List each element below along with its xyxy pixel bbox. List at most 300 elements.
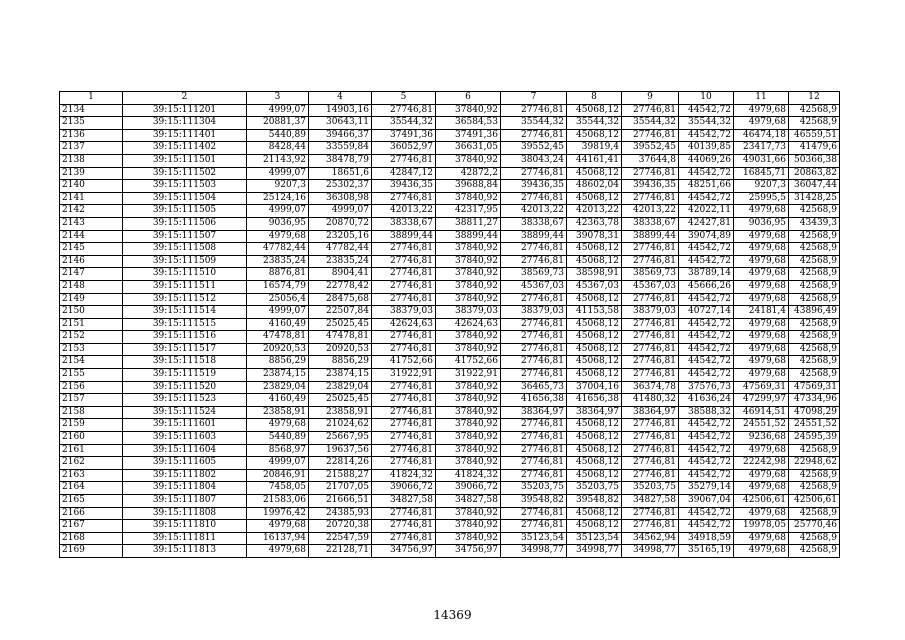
cadastral-number-cell: 39:15:111516 xyxy=(123,331,247,344)
value-cell: 42568,9 xyxy=(789,318,840,331)
value-cell: 42568,9 xyxy=(789,104,840,117)
cadastral-number-cell: 39:15:111813 xyxy=(123,545,247,558)
value-cell: 38043,24 xyxy=(501,154,567,167)
value-cell: 27746,81 xyxy=(501,419,567,432)
value-cell: 27746,81 xyxy=(501,457,567,470)
value-cell: 16574,79 xyxy=(247,280,309,293)
value-cell: 27746,81 xyxy=(622,343,679,356)
value-cell: 44542,72 xyxy=(679,469,734,482)
value-cell: 22778,42 xyxy=(309,280,372,293)
table-row xyxy=(60,331,840,344)
value-cell: 22242,98 xyxy=(734,457,789,470)
value-cell: 42568,9 xyxy=(789,280,840,293)
value-cell: 42568,9 xyxy=(789,243,840,256)
value-cell: 4979,68 xyxy=(734,280,789,293)
cadastral-number-cell: 39:15:111514 xyxy=(123,306,247,319)
value-cell: 27746,81 xyxy=(622,129,679,142)
value-cell: 9207,3 xyxy=(734,180,789,193)
row-number-cell: 2148 xyxy=(60,280,123,293)
value-cell: 27746,81 xyxy=(372,280,436,293)
value-cell: 42624,63 xyxy=(372,318,436,331)
value-cell: 33559,84 xyxy=(309,142,372,155)
table-row xyxy=(60,167,840,180)
value-cell: 37840,92 xyxy=(436,280,501,293)
value-cell: 48251,66 xyxy=(679,180,734,193)
column-header: 7 xyxy=(501,92,567,105)
value-cell: 41480,32 xyxy=(622,394,679,407)
value-cell: 38364,97 xyxy=(567,406,622,419)
value-cell: 37840,92 xyxy=(436,381,501,394)
value-cell: 27746,81 xyxy=(622,356,679,369)
row-number-cell: 2168 xyxy=(60,532,123,545)
value-cell: 41752,66 xyxy=(372,356,436,369)
value-cell: 14903,16 xyxy=(309,104,372,117)
value-cell: 9036,95 xyxy=(247,217,309,230)
value-cell: 37840,92 xyxy=(436,268,501,281)
value-cell: 42568,9 xyxy=(789,469,840,482)
column-header: 2 xyxy=(123,92,247,105)
value-cell: 44069,26 xyxy=(679,154,734,167)
cadastral-number-cell: 39:15:111501 xyxy=(123,154,247,167)
value-cell: 39552,45 xyxy=(622,142,679,155)
value-cell: 39436,35 xyxy=(501,180,567,193)
value-cell: 38899,44 xyxy=(501,230,567,243)
value-cell: 27746,81 xyxy=(372,444,436,457)
value-cell: 8856,29 xyxy=(309,356,372,369)
value-cell: 44542,72 xyxy=(679,243,734,256)
column-header: 1 xyxy=(60,92,123,105)
value-cell: 41752,66 xyxy=(436,356,501,369)
value-cell: 23874,15 xyxy=(309,369,372,382)
value-cell: 36584,53 xyxy=(436,117,501,130)
value-cell: 41656,38 xyxy=(501,394,567,407)
value-cell: 27746,81 xyxy=(622,167,679,180)
value-cell: 20863,82 xyxy=(789,167,840,180)
value-cell: 45068,12 xyxy=(567,104,622,117)
value-cell: 4979,68 xyxy=(734,369,789,382)
value-cell: 44542,72 xyxy=(679,293,734,306)
table-row xyxy=(60,306,840,319)
value-cell: 42568,9 xyxy=(789,369,840,382)
value-cell: 27746,81 xyxy=(372,432,436,445)
value-cell: 4979,68 xyxy=(734,255,789,268)
value-cell: 42013,22 xyxy=(372,205,436,218)
value-cell: 48602,04 xyxy=(567,180,622,193)
value-cell: 27746,81 xyxy=(501,469,567,482)
value-cell: 27746,81 xyxy=(372,532,436,545)
value-cell: 27746,81 xyxy=(501,356,567,369)
value-cell: 5440,89 xyxy=(247,129,309,142)
value-cell: 45068,12 xyxy=(567,343,622,356)
table-row xyxy=(60,343,840,356)
row-number-cell: 2150 xyxy=(60,306,123,319)
row-number-cell: 2160 xyxy=(60,432,123,445)
cadastral-number-cell: 39:15:111511 xyxy=(123,280,247,293)
value-cell: 35123,54 xyxy=(567,532,622,545)
value-cell: 37840,92 xyxy=(436,432,501,445)
table-row xyxy=(60,255,840,268)
row-number-cell: 2157 xyxy=(60,394,123,407)
value-cell: 37004,16 xyxy=(567,381,622,394)
value-cell: 27746,81 xyxy=(622,369,679,382)
value-cell: 4160,49 xyxy=(247,394,309,407)
value-cell: 16845,71 xyxy=(734,167,789,180)
value-cell: 9036,95 xyxy=(734,217,789,230)
table-row xyxy=(60,469,840,482)
value-cell: 44542,72 xyxy=(679,507,734,520)
value-cell: 23858,91 xyxy=(309,406,372,419)
cadastral-number-cell: 39:15:111509 xyxy=(123,255,247,268)
value-cell: 8856,29 xyxy=(247,356,309,369)
value-cell: 27746,81 xyxy=(622,520,679,533)
value-cell: 44542,72 xyxy=(679,457,734,470)
value-cell: 41479,6 xyxy=(789,142,840,155)
value-cell: 44542,72 xyxy=(679,331,734,344)
value-cell: 41824,32 xyxy=(372,469,436,482)
cadastral-number-cell: 39:15:111512 xyxy=(123,293,247,306)
value-cell: 23829,04 xyxy=(309,381,372,394)
value-cell: 38364,97 xyxy=(622,406,679,419)
value-cell: 20920,53 xyxy=(309,343,372,356)
cadastral-number-cell: 39:15:111505 xyxy=(123,205,247,218)
value-cell: 25056,4 xyxy=(247,293,309,306)
cadastral-number-cell: 39:15:111502 xyxy=(123,167,247,180)
value-cell: 27746,81 xyxy=(501,129,567,142)
value-cell: 4160,49 xyxy=(247,318,309,331)
value-cell: 38379,03 xyxy=(501,306,567,319)
row-number-cell: 2154 xyxy=(60,356,123,369)
table-row xyxy=(60,217,840,230)
value-cell: 47478,81 xyxy=(247,331,309,344)
value-cell: 25025,45 xyxy=(309,318,372,331)
value-cell: 27746,81 xyxy=(372,419,436,432)
value-cell: 20881,37 xyxy=(247,117,309,130)
table-row xyxy=(60,520,840,533)
value-cell: 27746,81 xyxy=(372,268,436,281)
value-cell: 37840,92 xyxy=(436,331,501,344)
value-cell: 18651,6 xyxy=(309,167,372,180)
cadastral-number-cell: 39:15:111401 xyxy=(123,129,247,142)
value-cell: 39436,35 xyxy=(622,180,679,193)
value-cell: 37491,36 xyxy=(436,129,501,142)
cadastral-number-cell: 39:15:111519 xyxy=(123,369,247,382)
cadastral-number-cell: 39:15:111201 xyxy=(123,104,247,117)
value-cell: 4999,07 xyxy=(247,167,309,180)
value-cell: 45068,12 xyxy=(567,457,622,470)
row-number-cell: 2138 xyxy=(60,154,123,167)
value-cell: 44542,72 xyxy=(679,255,734,268)
value-cell: 47782,44 xyxy=(247,243,309,256)
value-cell: 25667,95 xyxy=(309,432,372,445)
row-number-cell: 2161 xyxy=(60,444,123,457)
value-cell: 31428,25 xyxy=(789,192,840,205)
value-cell: 42568,9 xyxy=(789,482,840,495)
value-cell: 42568,9 xyxy=(789,343,840,356)
column-header: 9 xyxy=(622,92,679,105)
value-cell: 44542,72 xyxy=(679,129,734,142)
value-cell: 37840,92 xyxy=(436,520,501,533)
value-cell: 23874,15 xyxy=(247,369,309,382)
value-cell: 27746,81 xyxy=(372,154,436,167)
value-cell: 23829,04 xyxy=(247,381,309,394)
value-cell: 27746,81 xyxy=(372,293,436,306)
value-cell: 24551,52 xyxy=(734,419,789,432)
value-cell: 45068,12 xyxy=(567,167,622,180)
column-header: 12 xyxy=(789,92,840,105)
table-row xyxy=(60,280,840,293)
table-row xyxy=(60,142,840,155)
value-cell: 47098,29 xyxy=(789,406,840,419)
value-cell: 39066,72 xyxy=(372,482,436,495)
value-cell: 8876,81 xyxy=(247,268,309,281)
value-cell: 4979,68 xyxy=(734,532,789,545)
value-cell: 44161,41 xyxy=(567,154,622,167)
value-cell: 27746,81 xyxy=(501,369,567,382)
table-row xyxy=(60,293,840,306)
value-cell: 37840,92 xyxy=(436,192,501,205)
value-cell: 42022,11 xyxy=(679,205,734,218)
row-number-cell: 2166 xyxy=(60,507,123,520)
value-cell: 35279,14 xyxy=(679,482,734,495)
cadastral-number-cell: 39:15:111524 xyxy=(123,406,247,419)
value-cell: 39436,35 xyxy=(372,180,436,193)
cadastral-number-cell: 39:15:111811 xyxy=(123,532,247,545)
value-cell: 35165,19 xyxy=(679,545,734,558)
value-cell: 46474,18 xyxy=(734,129,789,142)
cadastral-number-cell: 39:15:111605 xyxy=(123,457,247,470)
row-number-cell: 2134 xyxy=(60,104,123,117)
column-header: 11 xyxy=(734,92,789,105)
row-number-cell: 2147 xyxy=(60,268,123,281)
value-cell: 35544,32 xyxy=(679,117,734,130)
value-cell: 27746,81 xyxy=(372,457,436,470)
value-cell: 4979,68 xyxy=(734,293,789,306)
column-header: 8 xyxy=(567,92,622,105)
value-cell: 27746,81 xyxy=(622,243,679,256)
value-cell: 27746,81 xyxy=(501,444,567,457)
value-cell: 44542,72 xyxy=(679,192,734,205)
value-cell: 9207,3 xyxy=(247,180,309,193)
cadastral-number-cell: 39:15:111520 xyxy=(123,381,247,394)
value-cell: 36465,73 xyxy=(501,381,567,394)
value-cell: 37840,92 xyxy=(436,444,501,457)
value-cell: 34827,58 xyxy=(622,495,679,508)
value-cell: 34827,58 xyxy=(436,495,501,508)
column-header: 6 xyxy=(436,92,501,105)
value-cell: 25124,16 xyxy=(247,192,309,205)
value-cell: 38379,03 xyxy=(372,306,436,319)
value-cell: 42568,9 xyxy=(789,205,840,218)
value-cell: 27746,81 xyxy=(501,104,567,117)
column-header: 3 xyxy=(247,92,309,105)
cadastral-number-cell: 39:15:111515 xyxy=(123,318,247,331)
cadastral-number-cell: 39:15:111304 xyxy=(123,117,247,130)
value-cell: 4999,07 xyxy=(247,205,309,218)
table-row xyxy=(60,129,840,142)
value-cell: 21588,27 xyxy=(309,469,372,482)
value-cell: 23205,16 xyxy=(309,230,372,243)
value-cell: 42013,22 xyxy=(501,205,567,218)
value-cell: 35544,32 xyxy=(501,117,567,130)
row-number-cell: 2137 xyxy=(60,142,123,155)
value-cell: 44542,72 xyxy=(679,343,734,356)
value-cell: 4979,68 xyxy=(734,444,789,457)
value-cell: 22507,84 xyxy=(309,306,372,319)
value-cell: 38899,44 xyxy=(372,230,436,243)
value-cell: 47569,31 xyxy=(734,381,789,394)
value-cell: 42363,78 xyxy=(567,217,622,230)
value-cell: 49031,66 xyxy=(734,154,789,167)
value-cell: 42872,2 xyxy=(436,167,501,180)
value-cell: 27746,81 xyxy=(501,243,567,256)
value-cell: 38569,73 xyxy=(622,268,679,281)
value-cell: 27746,81 xyxy=(501,192,567,205)
value-cell: 24181,4 xyxy=(734,306,789,319)
value-cell: 42847,12 xyxy=(372,167,436,180)
cadastral-number-cell: 39:15:111503 xyxy=(123,180,247,193)
value-cell: 44542,72 xyxy=(679,419,734,432)
table-row xyxy=(60,419,840,432)
value-cell: 38811,27 xyxy=(436,217,501,230)
value-cell: 47299,97 xyxy=(734,394,789,407)
value-cell: 38379,03 xyxy=(622,306,679,319)
value-cell: 4999,07 xyxy=(247,306,309,319)
value-cell: 42013,22 xyxy=(622,205,679,218)
value-cell: 47334,96 xyxy=(789,394,840,407)
table-row xyxy=(60,394,840,407)
row-number-cell: 2142 xyxy=(60,205,123,218)
row-number-cell: 2146 xyxy=(60,255,123,268)
value-cell: 42568,9 xyxy=(789,293,840,306)
table-row xyxy=(60,243,840,256)
value-cell: 23858,91 xyxy=(247,406,309,419)
row-number-cell: 2136 xyxy=(60,129,123,142)
value-cell: 40727,14 xyxy=(679,306,734,319)
value-cell: 39688,84 xyxy=(436,180,501,193)
value-cell: 37840,92 xyxy=(436,255,501,268)
value-cell: 35203,75 xyxy=(501,482,567,495)
row-number-cell: 2159 xyxy=(60,419,123,432)
row-number-cell: 2164 xyxy=(60,482,123,495)
value-cell: 38789,14 xyxy=(679,268,734,281)
row-number-cell: 2143 xyxy=(60,217,123,230)
value-cell: 45367,03 xyxy=(567,280,622,293)
value-cell: 37840,92 xyxy=(436,532,501,545)
cadastral-number-cell: 39:15:111802 xyxy=(123,469,247,482)
value-cell: 23835,24 xyxy=(309,255,372,268)
value-cell: 27746,81 xyxy=(622,507,679,520)
value-cell: 21583,06 xyxy=(247,495,309,508)
value-cell: 45068,12 xyxy=(567,192,622,205)
value-cell: 16137,94 xyxy=(247,532,309,545)
value-cell: 39548,82 xyxy=(501,495,567,508)
value-cell: 42506,61 xyxy=(789,495,840,508)
value-cell: 27746,81 xyxy=(372,343,436,356)
value-cell: 27746,81 xyxy=(372,406,436,419)
value-cell: 45068,12 xyxy=(567,293,622,306)
value-cell: 35203,75 xyxy=(622,482,679,495)
row-number-cell: 2156 xyxy=(60,381,123,394)
value-cell: 19976,42 xyxy=(247,507,309,520)
value-cell: 27746,81 xyxy=(622,457,679,470)
value-cell: 4979,68 xyxy=(734,469,789,482)
value-cell: 20846,91 xyxy=(247,469,309,482)
cadastral-number-cell: 39:15:111508 xyxy=(123,243,247,256)
value-cell: 24595,39 xyxy=(789,432,840,445)
value-cell: 34998,77 xyxy=(567,545,622,558)
value-cell: 21666,51 xyxy=(309,495,372,508)
row-number-cell: 2151 xyxy=(60,318,123,331)
value-cell: 46914,51 xyxy=(734,406,789,419)
cadastral-number-cell: 39:15:111808 xyxy=(123,507,247,520)
cadastral-number-cell: 39:15:111810 xyxy=(123,520,247,533)
value-cell: 28475,68 xyxy=(309,293,372,306)
value-cell: 4979,68 xyxy=(247,230,309,243)
value-cell: 27746,81 xyxy=(622,432,679,445)
value-cell: 36308,98 xyxy=(309,192,372,205)
value-cell: 42568,9 xyxy=(789,507,840,520)
value-cell: 45068,12 xyxy=(567,369,622,382)
value-cell: 4979,68 xyxy=(734,205,789,218)
value-cell: 20720,38 xyxy=(309,520,372,533)
value-cell: 44542,72 xyxy=(679,318,734,331)
page-number: 14369 xyxy=(433,608,472,622)
value-cell: 42568,9 xyxy=(789,117,840,130)
value-cell: 37840,92 xyxy=(436,457,501,470)
value-cell: 38364,97 xyxy=(501,406,567,419)
value-cell: 34998,77 xyxy=(622,545,679,558)
value-cell: 4979,68 xyxy=(734,331,789,344)
value-cell: 27746,81 xyxy=(622,104,679,117)
value-cell: 34756,97 xyxy=(436,545,501,558)
table-row xyxy=(60,180,840,193)
value-cell: 45367,03 xyxy=(622,280,679,293)
value-cell: 35123,54 xyxy=(501,532,567,545)
value-cell: 4979,68 xyxy=(734,343,789,356)
value-cell: 43439,3 xyxy=(789,217,840,230)
value-cell: 35544,32 xyxy=(372,117,436,130)
value-cell: 42568,9 xyxy=(789,532,840,545)
value-cell: 31922,91 xyxy=(372,369,436,382)
cadastral-number-cell: 39:15:111506 xyxy=(123,217,247,230)
value-cell: 22128,71 xyxy=(309,545,372,558)
value-cell: 42568,9 xyxy=(789,230,840,243)
value-cell: 38338,67 xyxy=(372,217,436,230)
value-cell: 27746,81 xyxy=(501,507,567,520)
row-number-cell: 2141 xyxy=(60,192,123,205)
cadastral-number-cell: 39:15:111523 xyxy=(123,394,247,407)
value-cell: 38899,44 xyxy=(436,230,501,243)
row-number-cell: 2140 xyxy=(60,180,123,193)
value-cell: 41824,32 xyxy=(436,469,501,482)
value-cell: 4979,68 xyxy=(734,356,789,369)
table-row xyxy=(60,104,840,117)
value-cell: 39066,72 xyxy=(436,482,501,495)
value-cell: 45068,12 xyxy=(567,255,622,268)
row-number-cell: 2153 xyxy=(60,343,123,356)
value-cell: 22547,59 xyxy=(309,532,372,545)
value-cell: 36047,44 xyxy=(789,180,840,193)
table-row xyxy=(60,406,840,419)
value-cell: 27746,81 xyxy=(372,192,436,205)
value-cell: 42506,61 xyxy=(734,495,789,508)
value-cell: 44542,72 xyxy=(679,104,734,117)
row-number-cell: 2139 xyxy=(60,167,123,180)
value-cell: 36374,78 xyxy=(622,381,679,394)
value-cell: 25025,45 xyxy=(309,394,372,407)
value-cell: 44542,72 xyxy=(679,167,734,180)
value-cell: 44542,72 xyxy=(679,444,734,457)
